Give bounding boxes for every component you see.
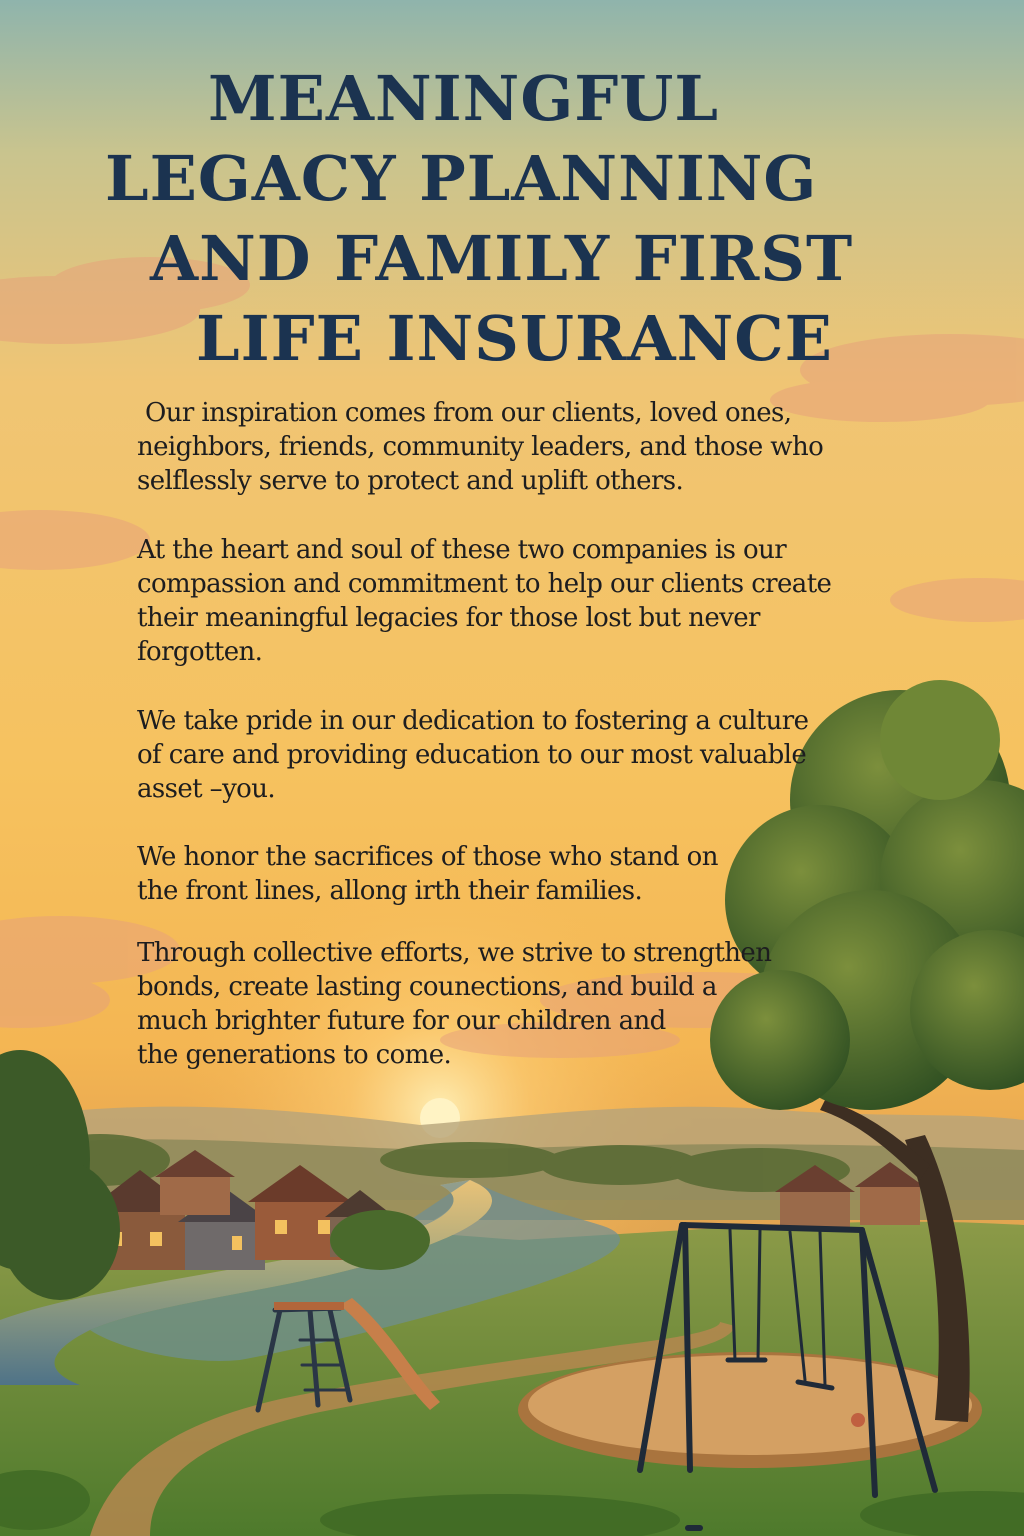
paragraph-pride bbox=[137, 704, 857, 806]
paragraph-line: At the heart and soul of these two companies is our bbox=[137, 535, 787, 565]
paragraph-line: We honor the sacrifices of those who stand on bbox=[137, 842, 718, 872]
paragraph-line: their meaningful legacies for those lost but never bbox=[137, 603, 760, 633]
paragraph-line: much brighter future for our children and bbox=[137, 1006, 666, 1036]
title-line-2: LEGACY PLANNING bbox=[105, 142, 818, 215]
paragraph-line: selflessly serve to protect and uplift others. bbox=[137, 466, 684, 496]
paragraph-line: We take pride in our dedication to fostering a culture bbox=[137, 706, 809, 736]
paragraph-line: the generations to come. bbox=[137, 1040, 452, 1070]
paragraph-honor bbox=[137, 840, 857, 908]
paragraph-inspiration bbox=[137, 396, 857, 498]
paragraph-line: the front lines, allong irth their families. bbox=[137, 876, 643, 906]
title-line-4: LIFE INSURANCE bbox=[196, 302, 833, 375]
paragraph-line: compassion and commitment to help our clients create bbox=[137, 569, 832, 599]
title-line-1: MEANINGFUL bbox=[208, 62, 719, 135]
paragraph-line: bonds, create lasting counections, and build a bbox=[137, 972, 717, 1002]
paragraph-line: forgotten. bbox=[137, 637, 263, 667]
paragraph-line: Through collective efforts, we strive to strengthen bbox=[137, 938, 772, 968]
paragraph-line: of care and providing education to our most valuable bbox=[137, 740, 807, 770]
paragraph-heart-and-soul bbox=[137, 533, 857, 669]
paragraph-line: neighbors, friends, community leaders, and those who bbox=[137, 432, 824, 462]
paragraph-collective-efforts bbox=[137, 936, 857, 1072]
paragraph-line: Our inspiration comes from our clients, loved ones, bbox=[145, 398, 792, 428]
paragraph-line: asset –you. bbox=[137, 774, 276, 804]
title-line-3: AND FAMILY FIRST bbox=[150, 222, 854, 295]
